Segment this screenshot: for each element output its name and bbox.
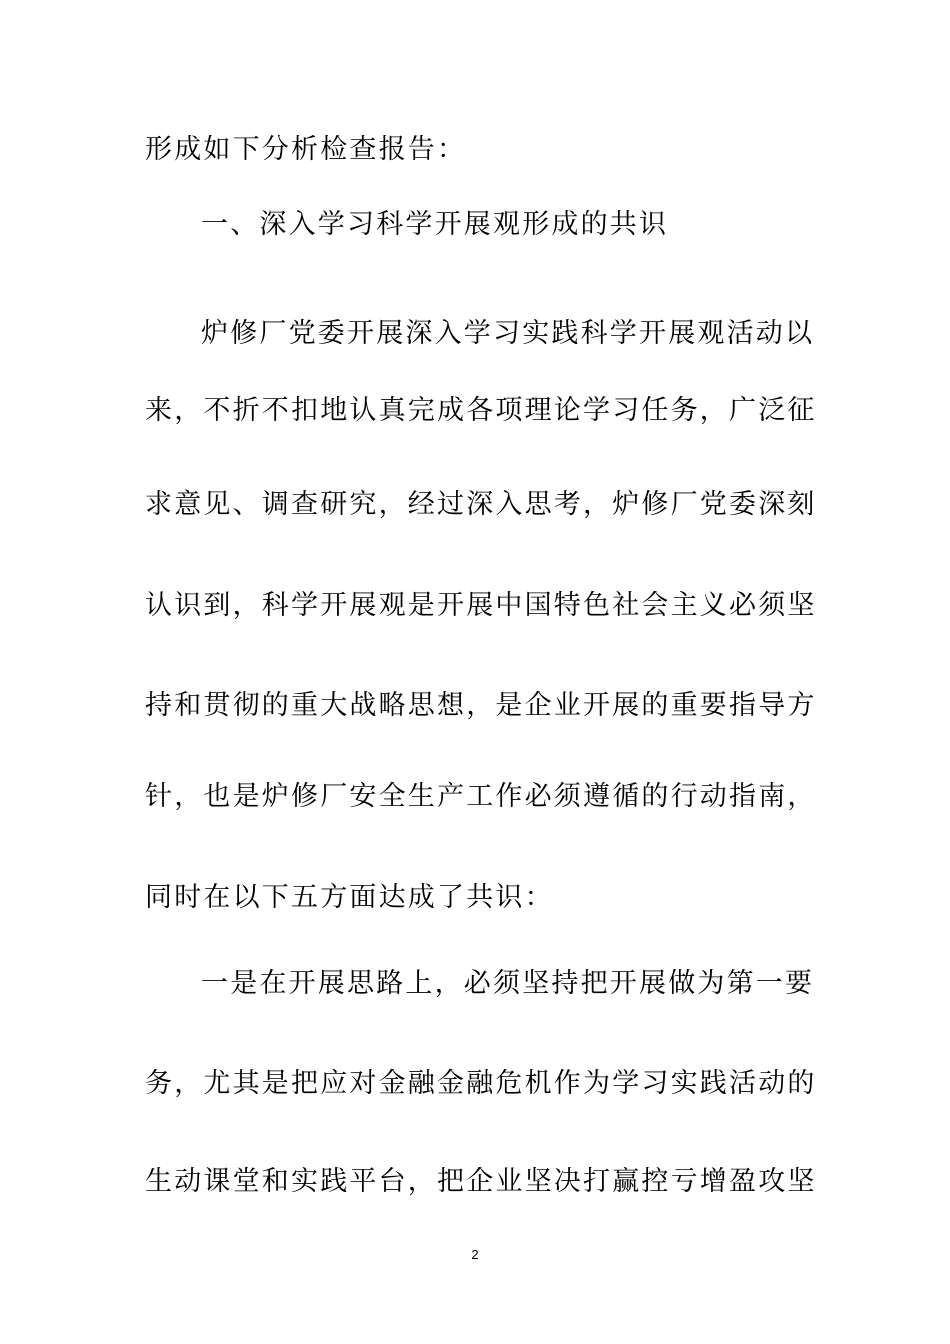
- text-line: 形成如下分析检查报告：: [145, 134, 467, 165]
- page-number: 2: [471, 1247, 479, 1262]
- paragraph-line: 炉修厂党委开展深入学习实践科学开展观活动以: [201, 318, 815, 349]
- section-heading: 一、深入学习科学开展观形成的共识: [201, 209, 669, 240]
- paragraph-line: 务，尤其是把应对金融金融危机作为学习实践活动的: [145, 1068, 817, 1099]
- paragraph-line: 针，也是炉修厂安全生产工作必须遵循的行动指南，: [145, 781, 817, 812]
- paragraph-line: 认识到，科学开展观是开展中国特色社会主义必须坚: [145, 590, 817, 621]
- paragraph-line: 同时在以下五方面达成了共识：: [145, 882, 554, 913]
- paragraph-line: 持和贯彻的重大战略思想，是企业开展的重要指导方: [145, 690, 817, 721]
- paragraph-line: 一是在开展思路上，必须坚持把开展做为第一要: [201, 968, 815, 999]
- paragraph-line: 求意见、调查研究，经过深入思考，炉修厂党委深刻: [145, 489, 817, 520]
- paragraph-line: 生动课堂和实践平台，把企业坚决打赢控亏增盈攻坚: [145, 1166, 817, 1197]
- paragraph-line: 来，不折不扣地认真完成各项理论学习任务，广泛征: [145, 395, 817, 426]
